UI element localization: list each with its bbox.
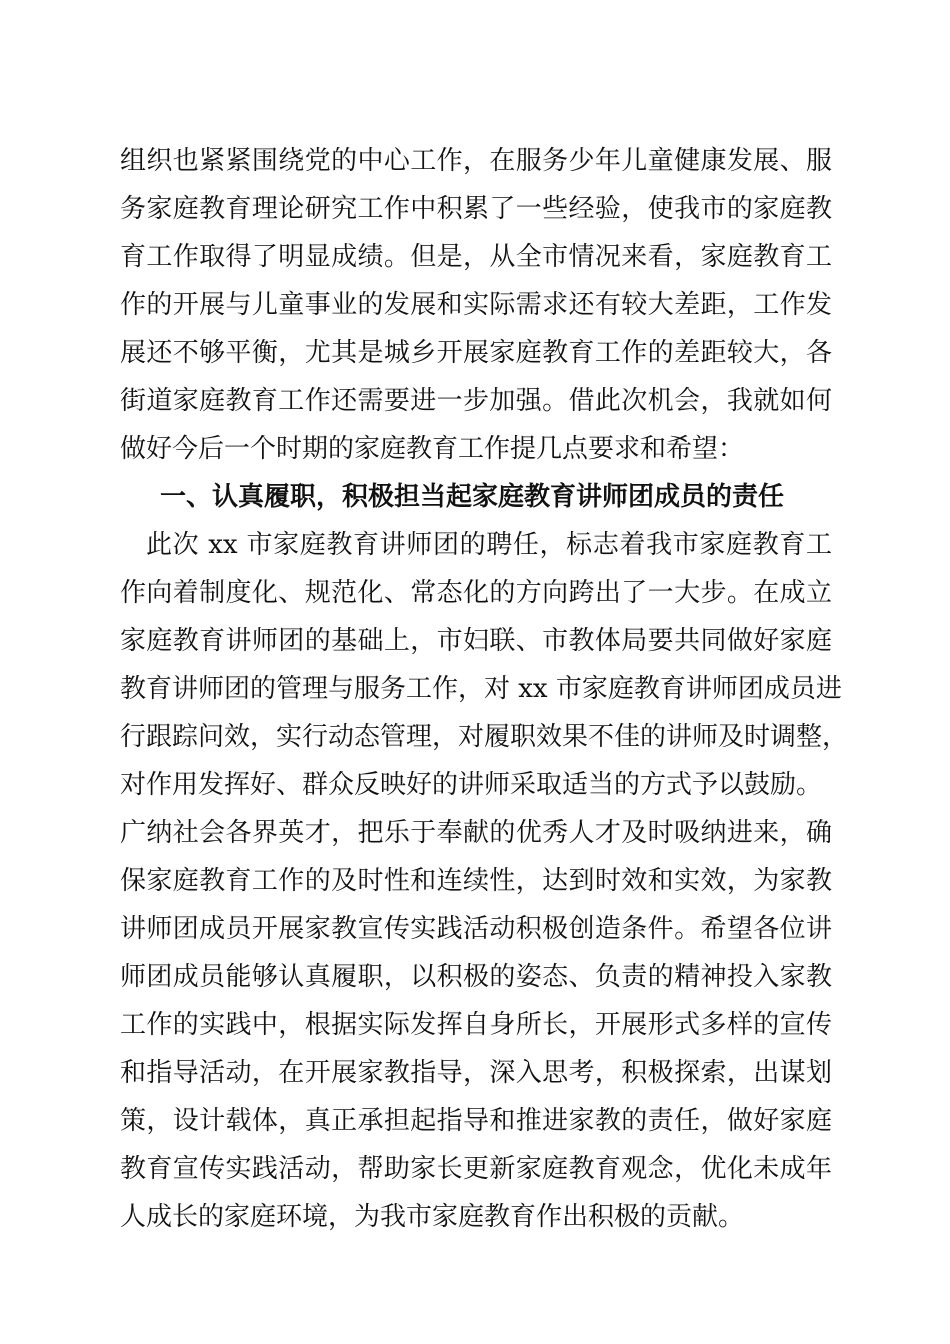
body-line-11: 工作的实践中，根据实际发挥自身所长，开展形式多样的宣传: [120, 1010, 832, 1040]
body-line-7: 广纳社会各界英才，把乐于奉献的优秀人才及时吸纳进来，确: [120, 818, 832, 848]
body-line-14: 教育宣传实践活动，帮助家长更新家庭教育观念，优化未成年: [120, 1154, 832, 1184]
body-line-15: 人成长的家庭环境，为我市家庭教育作出积极的贡献。: [120, 1202, 745, 1232]
body-line-12: 和指导活动，在开展家教指导，深入思考，积极探索，出谋划: [120, 1058, 832, 1088]
body-line-4: 教育讲师团的管理与服务工作，对 xx 市家庭教育讲师团成员进: [120, 674, 842, 704]
body-line-2: 作向着制度化、规范化、常态化的方向跨出了一大步。在成立: [120, 578, 832, 608]
section-heading: 一、认真履职，积极担当起家庭教育讲师团成员的责任: [160, 482, 785, 512]
body-line-3: 家庭教育讲师团的基础上，市妇联、市教体局要共同做好家庭: [120, 626, 832, 656]
body-line-1: 此次 xx 市家庭教育讲师团的聘任，标志着我市家庭教育工: [146, 530, 832, 560]
intro-line-7: 做好今后一个时期的家庭教育工作提几点要求和希望：: [120, 434, 745, 464]
intro-line-2: 务家庭教育理论研究工作中积累了一些经验，使我市的家庭教: [120, 194, 832, 224]
intro-line-1: 组织也紧紧围绕党的中心工作，在服务少年儿童健康发展、服: [120, 146, 832, 176]
body-line-6: 对作用发挥好、群众反映好的讲师采取适当的方式予以鼓励。: [120, 770, 823, 800]
body-line-10: 师团成员能够认真履职，以积极的姿态、负责的精神投入家教: [120, 962, 832, 992]
body-line-8: 保家庭教育工作的及时性和连续性，达到时效和实效，为家教: [120, 866, 832, 896]
intro-line-5: 展还不够平衡，尤其是城乡开展家庭教育工作的差距较大，各: [120, 338, 832, 368]
body-line-9: 讲师团成员开展家教宣传实践活动积极创造条件。希望各位讲: [120, 914, 832, 944]
body-line-5: 行跟踪问效，实行动态管理，对履职效果不佳的讲师及时调整，: [120, 722, 849, 752]
intro-line-3: 育工作取得了明显成绩。但是，从全市情况来看，家庭教育工: [120, 242, 832, 272]
body-line-13: 策，设计载体，真正承担起指导和推进家教的责任，做好家庭: [120, 1106, 832, 1136]
intro-line-4: 作的开展与儿童事业的发展和实际需求还有较大差距，工作发: [120, 290, 832, 320]
intro-line-6: 街道家庭教育工作还需要进一步加强。借此次机会，我就如何: [120, 386, 832, 416]
